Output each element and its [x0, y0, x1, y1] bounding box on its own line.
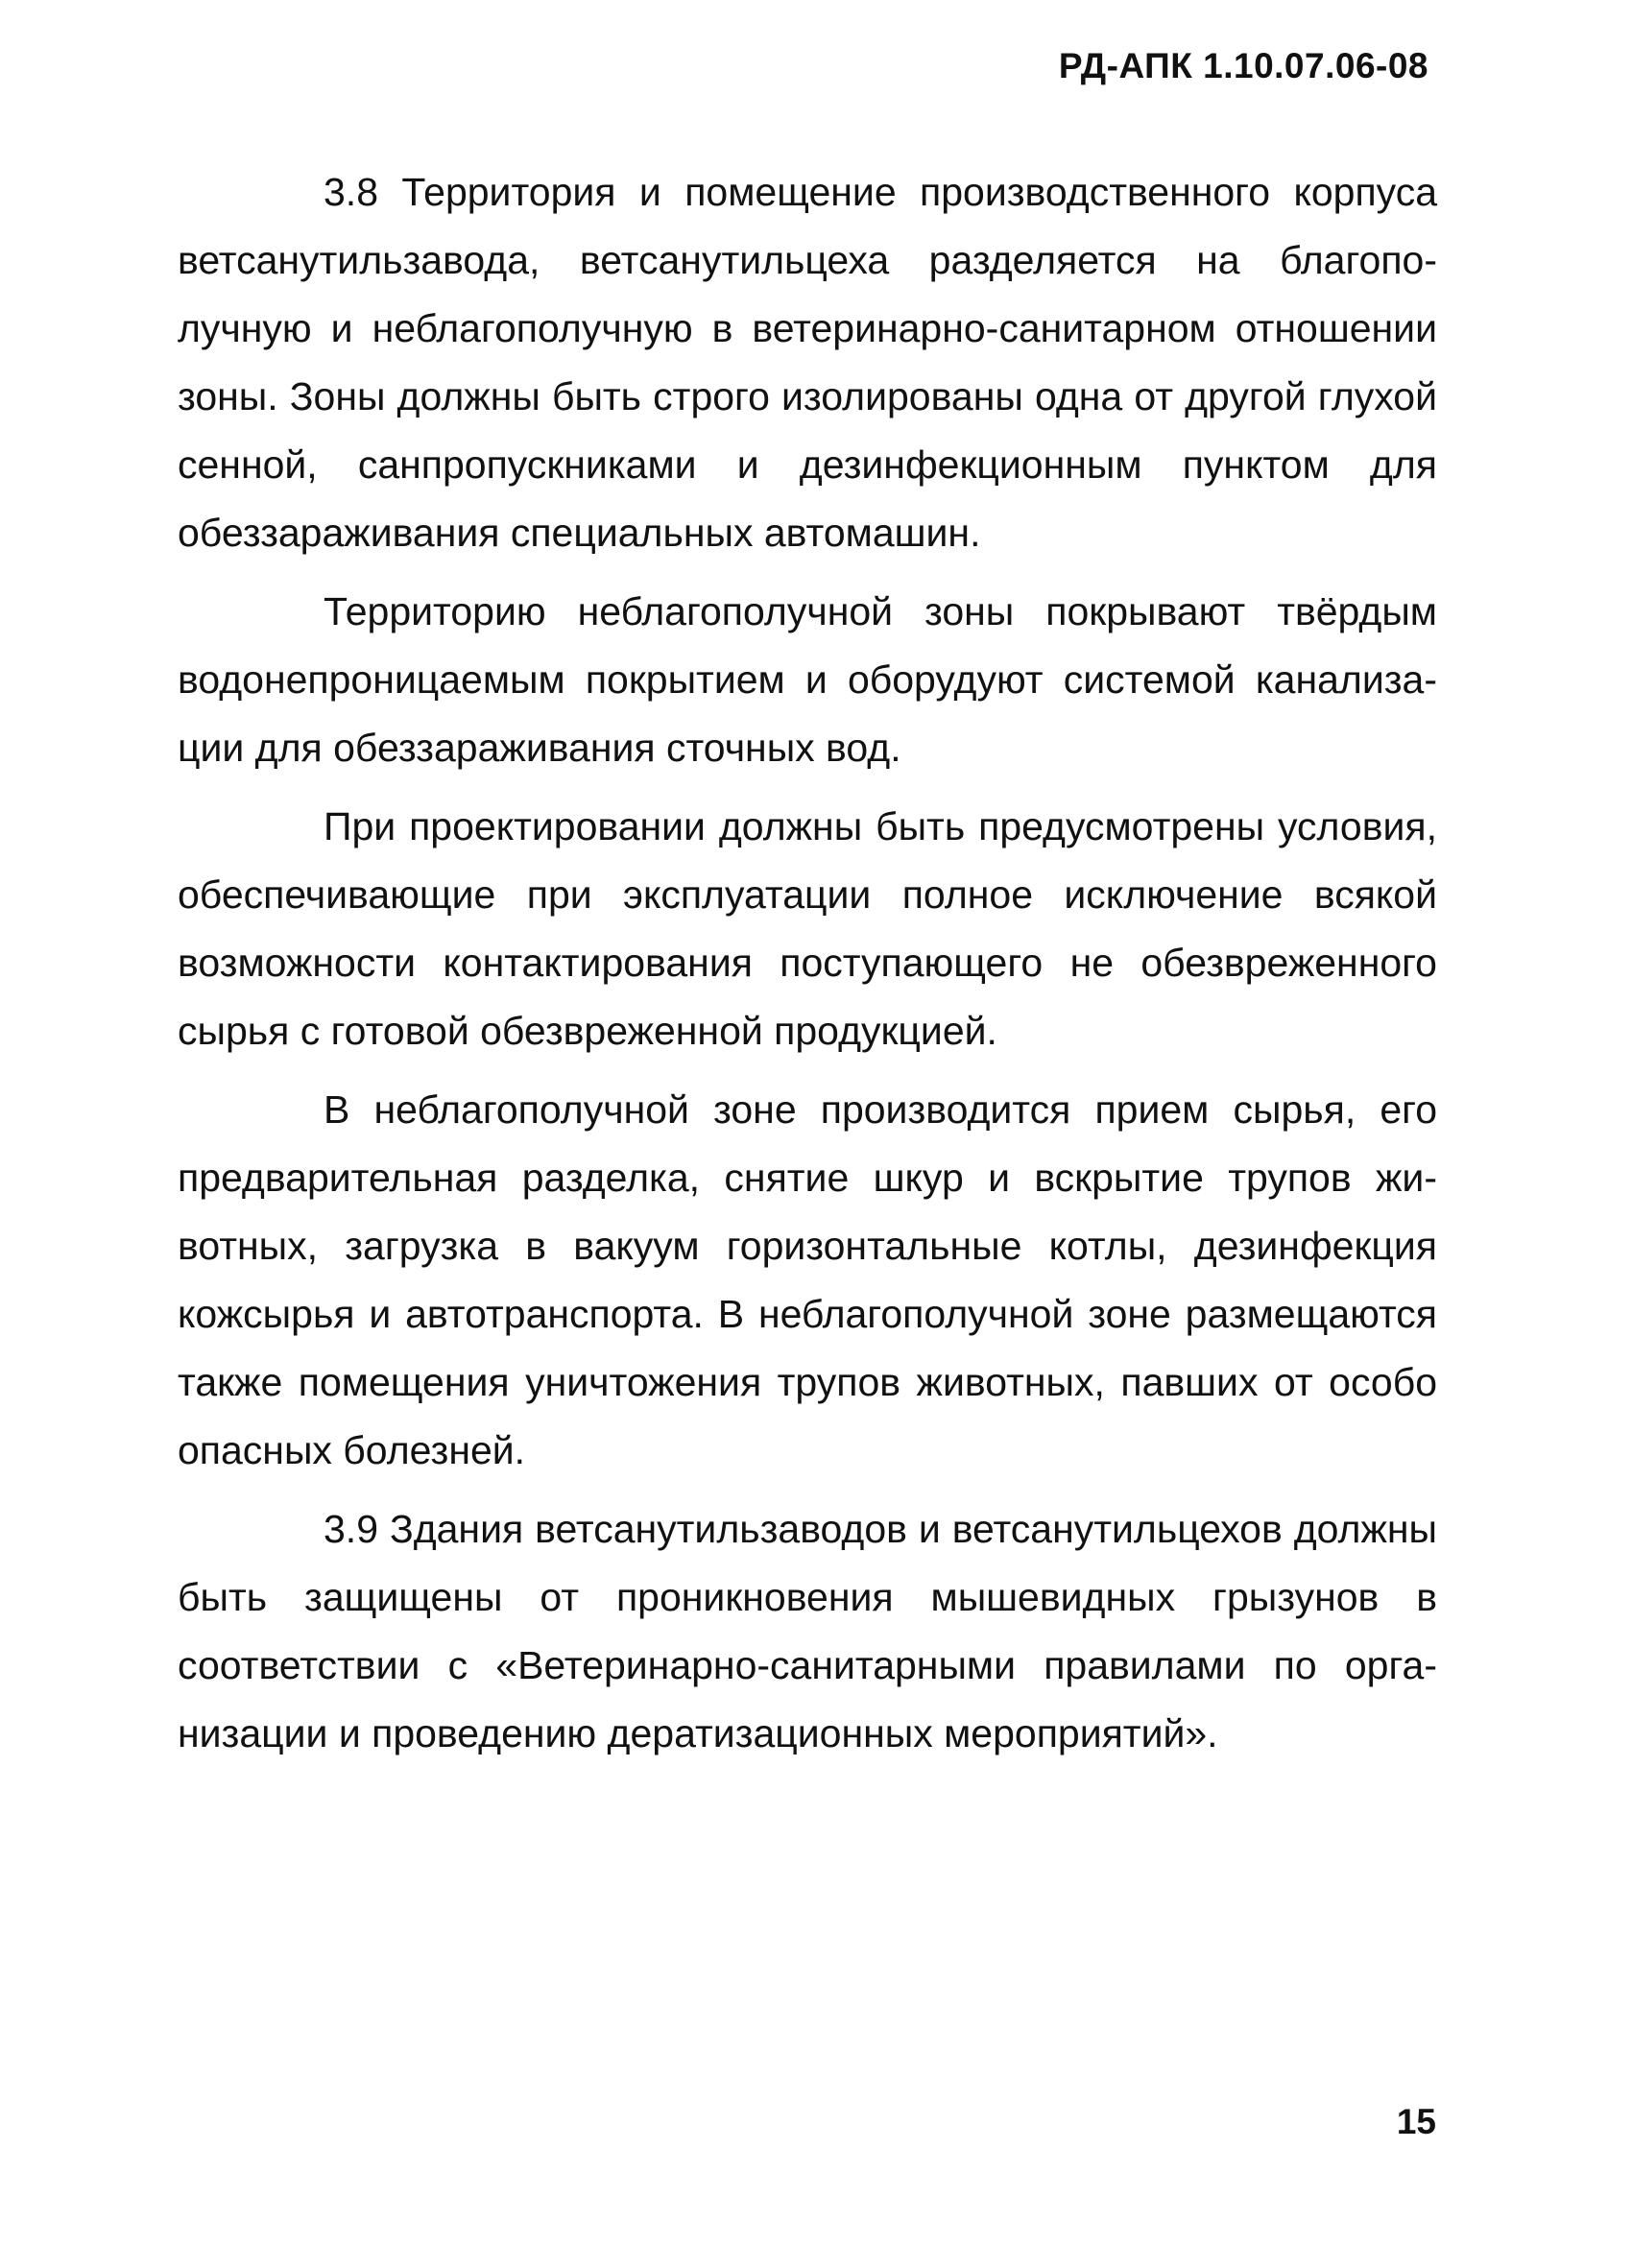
paragraph-territory: Территорию неблагополучной зоны покрывают твёрдым водонепроницаемым покрытием и оборудуют системой канализации для обеззараживания сточных вод.	[178, 589, 1437, 770]
page-number: 15	[1396, 2102, 1436, 2141]
paragraph-design: При проектировании должны быть предусмотрены условия, обеспечивающие при эксплуатации полное исключение всякой возможности контактирования поступающего не обезвреженного сырья с готовой обезвреженной продукцией.	[178, 804, 1437, 1053]
paragraph-3-9: 3.9 Здания ветсанутильзаводов и ветсанутильцехов должны быть защищены от проникновения мышевидных грызунов в соответствии с «Ветеринарно-санитарными правилами по организации и проведению дератизационных мероприятий».	[178, 1507, 1437, 1755]
body-text	[178, 158, 1437, 1779]
paragraph-unfavorable-zone: В неблагополучной зоне производится прием сырья, его предварительная разделка, снятие шкур и вскрытие трупов животных, загрузка в вакуум горизонтальные котлы, дезинфекция кожсырья и автотранспорта. В неблагополучной зоне размещаются также помещения уничтожения трупов животных, павших от особо опасных болезней.	[178, 1087, 1437, 1472]
paragraph-3-8: 3.8 Территория и помещение производственного корпуса ветсанутильзавода, ветсанутильцеха разделяется на благополучную и неблагополучную в ветеринарно-санитарном отношении зоны. Зоны должны быть строго изолированы одна от другой глухой сенной, санпропускниками и дезинфекционным пунктом для обеззараживания специальных автомашин.	[178, 170, 1437, 555]
document-code: РД-АПК 1.10.07.06-08	[1058, 46, 1428, 85]
